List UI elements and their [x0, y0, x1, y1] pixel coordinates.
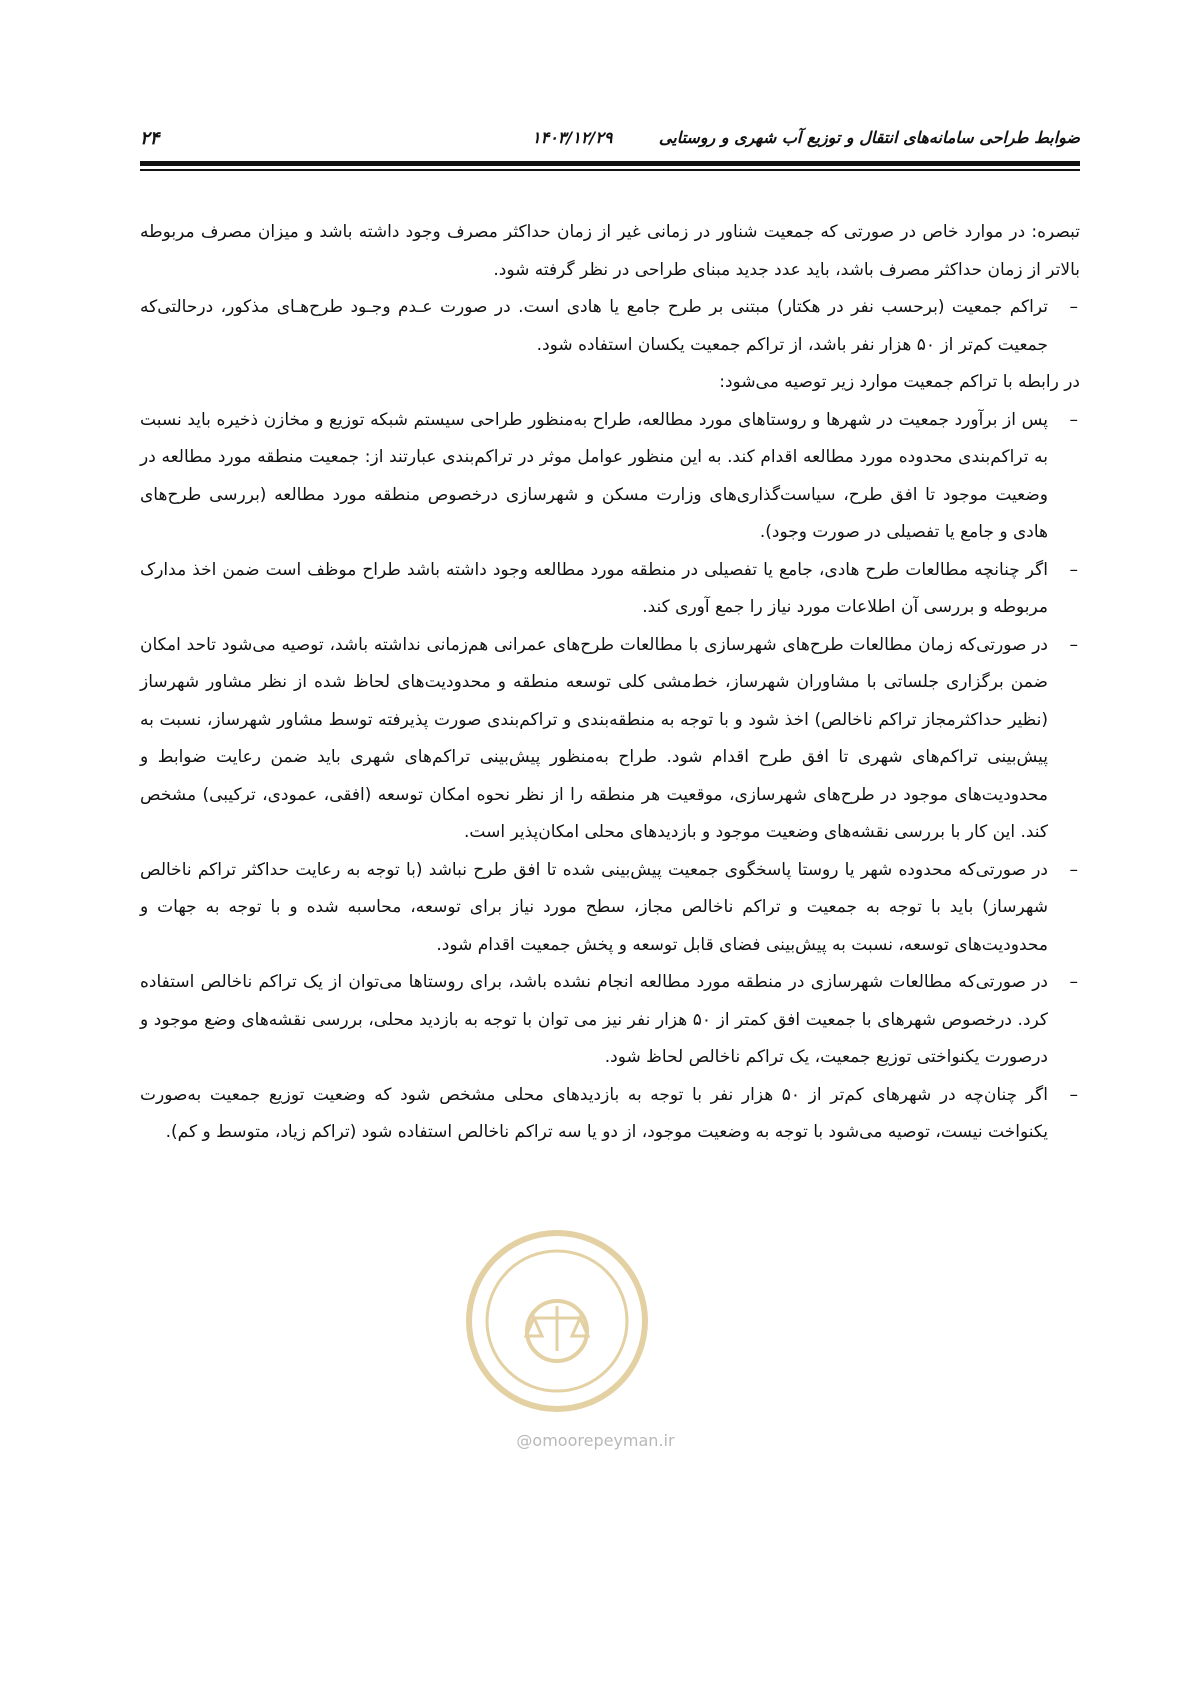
bullet-item [140, 1077, 1080, 1152]
bullet-item [140, 289, 1080, 364]
bullet-dash: – [1069, 297, 1078, 317]
note-paragraph: تبصره: در موارد خاص در صورتی که جمعیت شناور در زمانی غیر از زمان حداکثر مصرف وجود داشته باشد و میزان مصرف مربوطه بالاتر از زمان حداکثر مصرف باشد، باید عدد جدید مبنای طراحی در نظر گرفته شود. [140, 222, 1080, 280]
header-date: ۱۴۰۳/۱۲/۲۹ [532, 128, 613, 147]
bullet-dash: – [1069, 972, 1078, 992]
watermark-url: @omoorepeyman.ir [516, 1431, 675, 1450]
bullet-dash: – [1069, 559, 1078, 580]
bullet-item [140, 627, 1080, 852]
bullet-dash: – [1069, 409, 1078, 430]
bullet-dash: – [1069, 1084, 1078, 1105]
header-rule-thick [140, 161, 1080, 166]
bullet-text: در صورتی‌که محدوده شهر یا روستا پاسخگوی جمعیت پیش‌بینی شده تا افق طرح نباشد (با توجه به رعایت حداکثر تراکم ناخالص شهرساز) باید با توجه به جمعیت و تراکم ناخالص مجاز، سطح مورد نیاز برای توسعه، محاسبه شده و با توجه به جهات و محدودیت‌های توسعه، نسبت به پیش‌بینی فضای قابل توسعه و پخش جمعیت اقدام شود. [140, 859, 1048, 955]
recommendation-intro: در رابطه با تراکم جمعیت موارد زیر توصیه می‌شود: [719, 372, 1080, 392]
page-number: ۲۴ [140, 128, 160, 149]
bullet-item [140, 402, 1080, 552]
bullet-item [140, 552, 1080, 627]
watermark-seal-icon [462, 1226, 652, 1416]
bullet-item [140, 852, 1080, 965]
bullet-item [140, 964, 1080, 1077]
bullet-text: پس از برآورد جمعیت در شهرها و روستاهای مورد مطالعه، طراح به‌منظور طراحی سیستم شبکه توزیع و مخازن ذخیره باید نسبت به تراکم‌بندی محدوده مورد مطالعه اقدام کند. به این منظور عوامل موثر در تراکم‌بندی عبارتند از: جمعیت منطقه مورد مطالعه در وضعیت موجود تا افق طرح، سیاست‌گذاری‌های وزارت مسکن و شهرسازی درخصوص منطقه مورد مطالعه (بررسی طرح‌های هادی و جامع یا تفصیلی در صورت وجود). [140, 409, 1048, 542]
bullet-text: در صورتی‌که مطالعات شهرسازی در منطقه مورد مطالعه انجام نشده باشد، برای روستاها می‌توان از یک تراکم ناخالص استفاده کرد. درخصوص شهرهای با جمعیت افق کمتر از ۵۰ هزار نفر نیز می توان با توجه به بازدید محلی، بررسی نقشه‌های وضع موجود و درصورت یکنواختی توزیع جمعیت، یک تراکم ناخالص لحاظ شود. [140, 972, 1048, 1067]
header-title: ضوابط طراحی سامانه‌های انتقال و توزیع آب شهری و روستایی [658, 128, 1080, 147]
bullet-dash: – [1069, 859, 1078, 880]
page-header [140, 128, 1080, 158]
bullet-text: در صورتی‌که زمان مطالعات طرح‌های شهرسازی با مطالعات طرح‌های عمرانی هم‌زمانی نداشته باشد، توصیه می‌شود تاحد امکان ضمن برگزاری جلساتی با مشاوران شهرساز، خط‌مشی کلی توسعه منطقه و محدودیت‌های لحاظ شده از نظر مشاور شهرساز (نظیر حداکثرمجاز تراکم ناخالص) اخذ شود و با توجه به منطقه‌بندی و تراکم‌بندی صورت پذیرفته توسط مشاور شهرساز، نسبت به پیش‌بینی تراکم‌های شهری تا افق طرح اقدام شود. طراح به‌منظور پیش‌بینی تراکم‌های شهری باید ضمن رعایت ضوابط و محدودیت‌های موجود در طرح‌های شهرسازی، موقعیت هر منطقه را از نظر نحوه امکان توسعه (افقی، عمودی، ترکیبی) مشخص کند. این کار با بررسی نقشه‌های وضعیت موجود و بازدیدهای محلی امکان‌پذیر است. [140, 634, 1048, 842]
bullet-text: اگر چنانچه مطالعات طرح هادی، جامع یا تفصیلی در منطقه مورد مطالعه وجود داشته باشد طراح موظف است ضمن اخذ مدارک مربوطه و بررسی آن اطلاعات مورد نیاز را جمع آوری کند. [140, 559, 1048, 617]
bullet-text: تراکم جمعیت (برحسب نفر در هکتار) مبتنی بر طرح جامع یا هادی است. در صورت عـدم وجـود طرح‌هـای مذکور، درحالتی‌که جمعیت کم‌تر از ۵۰ هزار نفر باشد، از تراکم جمعیت یکسان استفاده شود. [140, 297, 1048, 355]
bullet-dash: – [1069, 634, 1078, 655]
bullet-text: اگر چنان‌چه در شهرهای کم‌تر از ۵۰ هزار نفر با توجه به بازدیدهای محلی مشخص شود که وضعیت توزیع جمعیت به‌صورت یکنواخت نیست، توصیه می‌شود با توجه به وضعیت موجود، از دو یا سه تراکم ناخالص استفاده شود (تراکم زیاد، متوسط و کم). [140, 1084, 1048, 1142]
body-content [140, 214, 1080, 1152]
header-rule-thin [140, 169, 1080, 171]
